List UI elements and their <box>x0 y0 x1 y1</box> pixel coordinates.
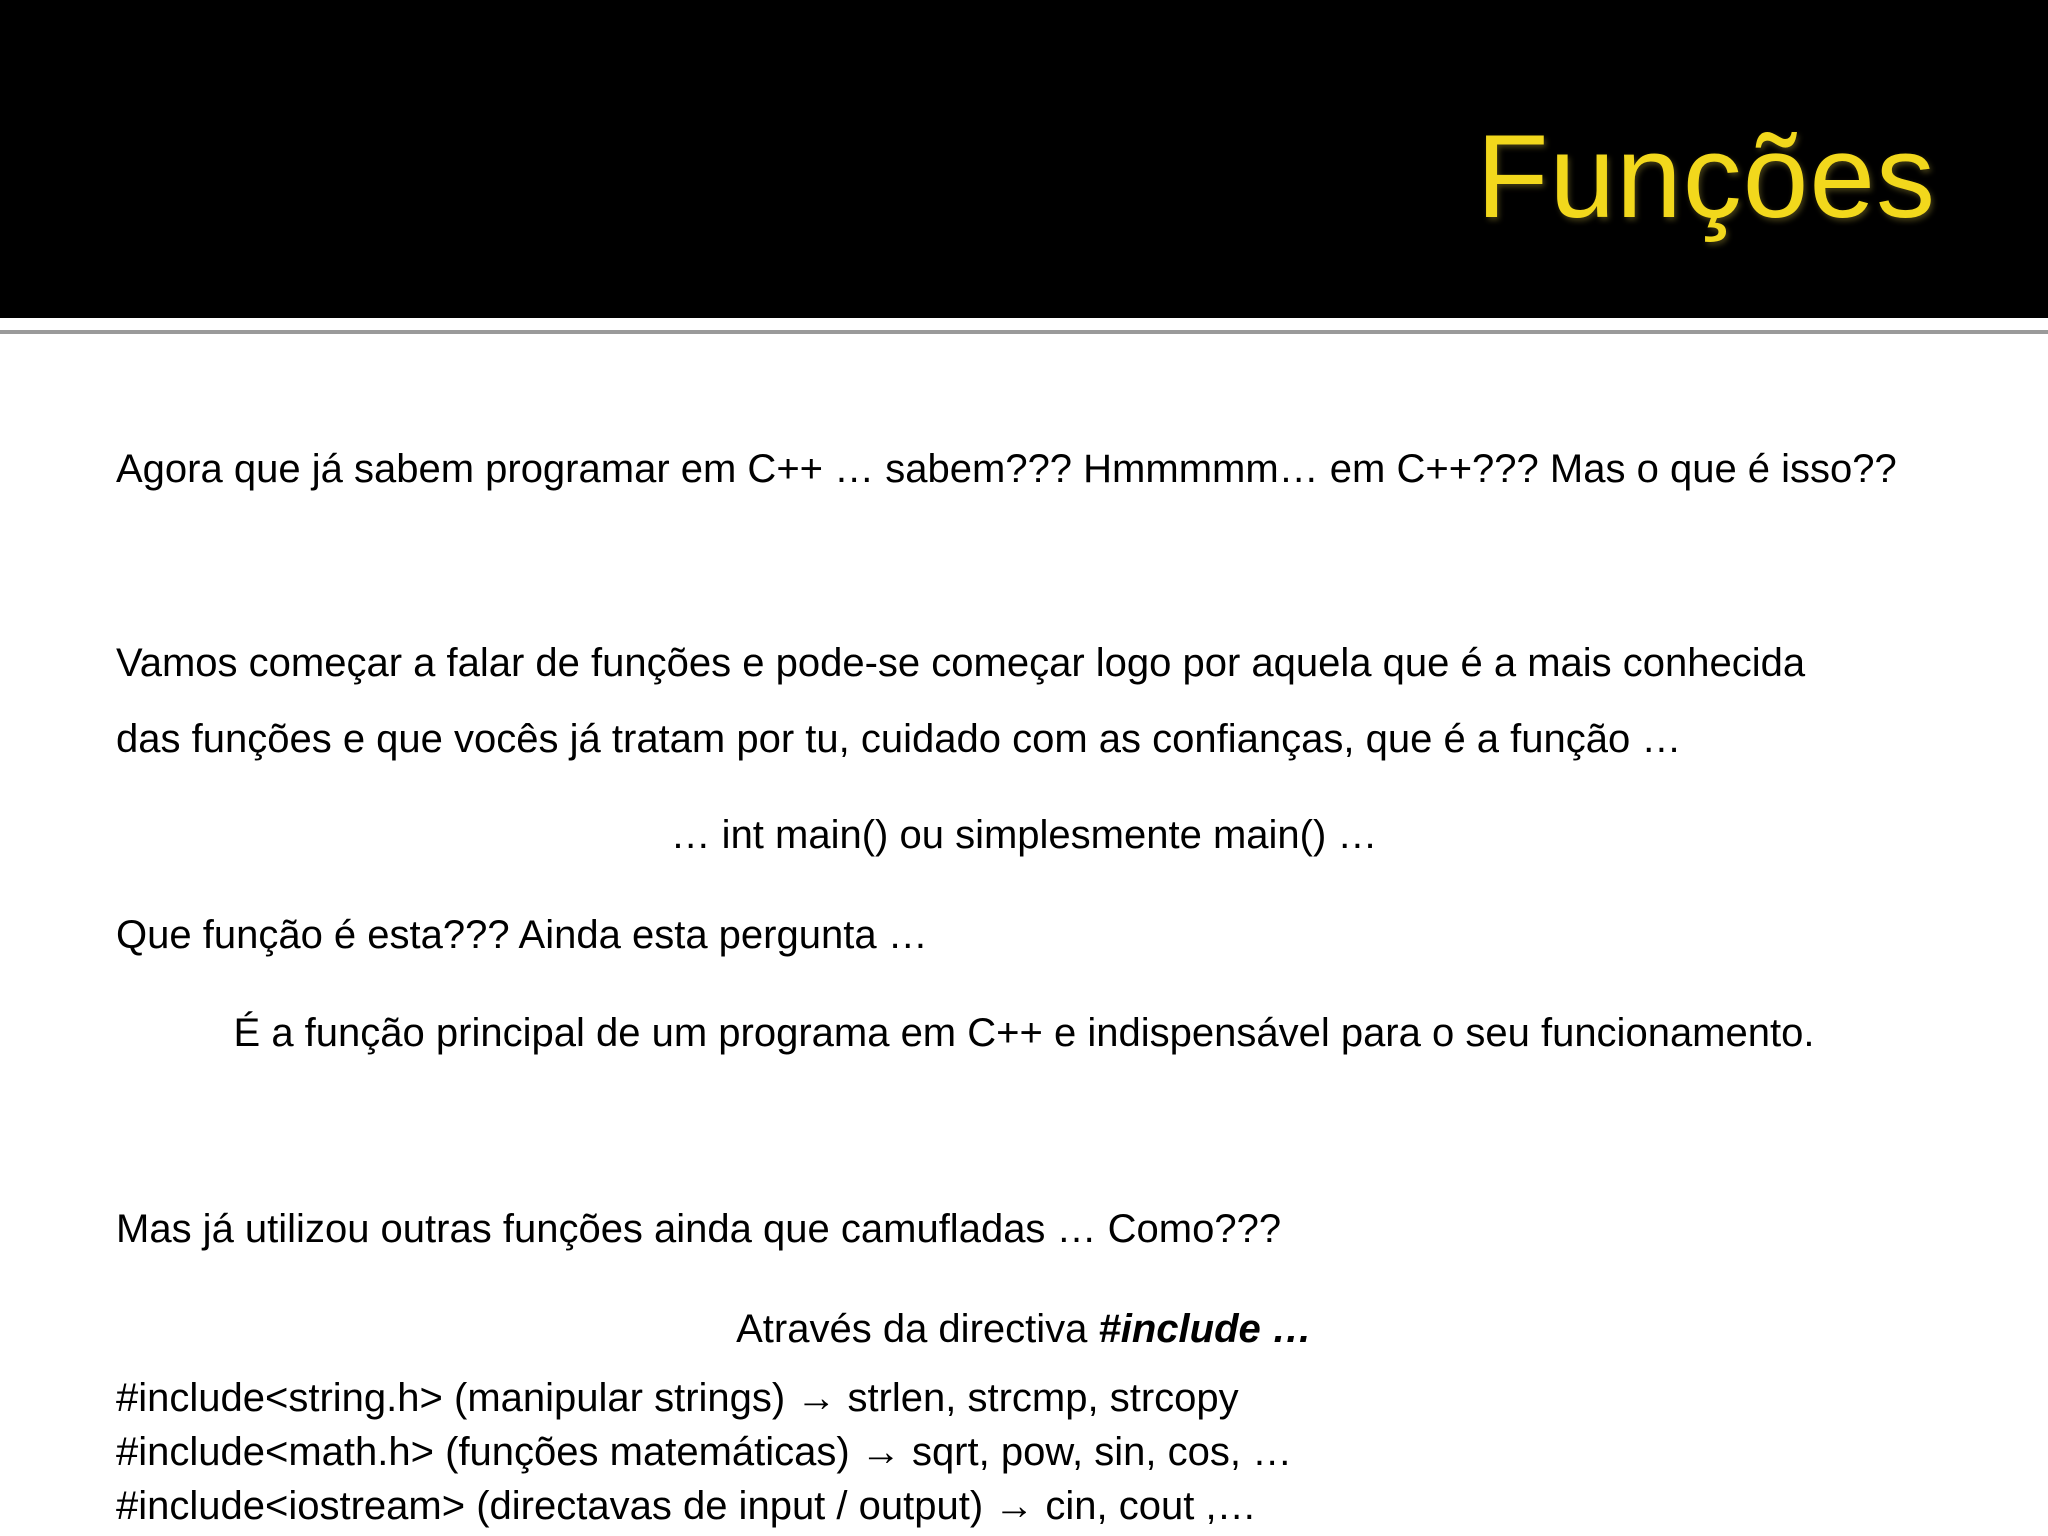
include-directive-emphasis: #include … <box>1098 1307 1312 1351</box>
question-paragraph: Que função é esta??? Ainda esta pergunta … <box>116 913 928 957</box>
include-iostream-line: #include<iostream> (directavas de input / output) → cin, cout ,… <box>116 1484 1257 1528</box>
functions-paragraph-line-2: das funções e que vocês já tratam por tu, cuidado com as confianças, que é a função … <box>116 717 1682 761</box>
include-directive-line <box>0 1306 2048 1352</box>
functions-paragraph-line-1: Vamos começar a falar de funções e pode-se começar logo por aquela que é a mais conhecida <box>116 641 1806 685</box>
include-math-line: #include<math.h> (funções matemáticas) → sqrt, pow, sin, cos, … <box>116 1430 1293 1474</box>
include-directive-prefix: Através da directiva <box>736 1307 1099 1351</box>
include-string-line: #include<string.h> (manipular strings) → strlen, strcmp, strcopy <box>116 1376 1239 1420</box>
divider-line <box>0 330 2048 334</box>
intro-paragraph: Agora que já sabem programar em C++ … sabem??? Hmmmmm… em C++??? Mas o que é isso?? <box>116 447 1897 491</box>
main-description-line: É a função principal de um programa em C++ e indispensável para o seu funcionamento. <box>233 1011 1815 1055</box>
main-function-line: … int main() ou simplesmente main() … <box>670 813 1378 857</box>
slide-title: Funções <box>1476 111 1936 243</box>
camouflaged-functions-paragraph: Mas já utilizou outras funções ainda que camufladas … Como??? <box>116 1207 1282 1251</box>
title-banner <box>0 0 2048 318</box>
